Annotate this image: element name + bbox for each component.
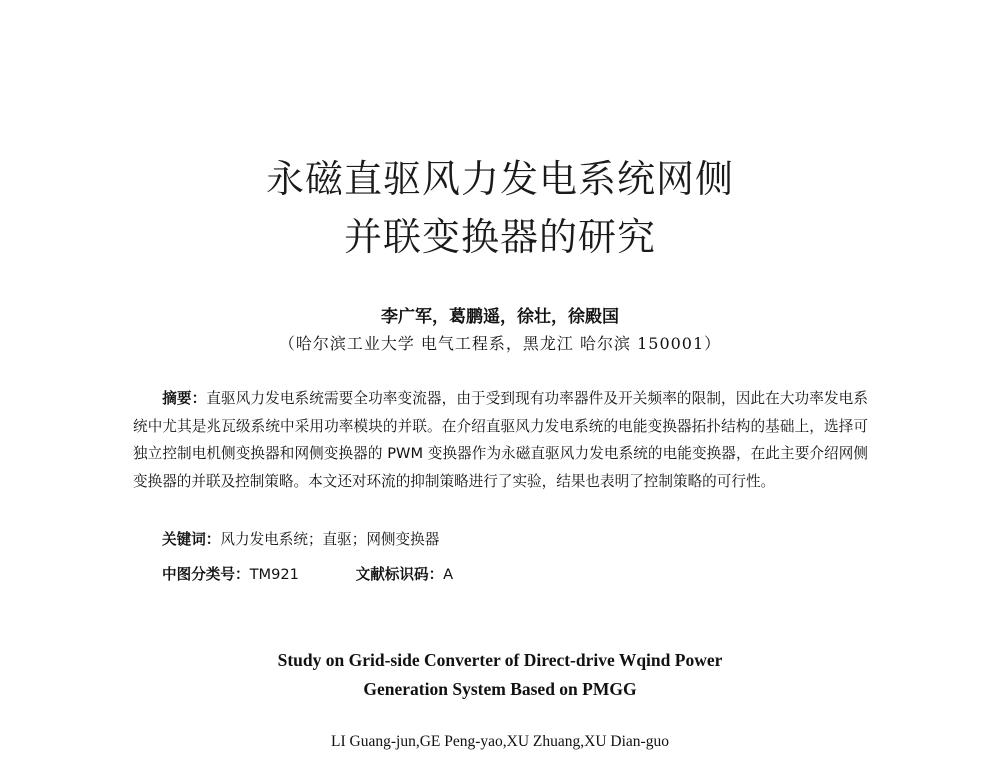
english-title-line-2: Generation System Based on PMGG — [363, 679, 637, 699]
clc-value: TM921 — [249, 566, 299, 583]
chinese-authors: 李广军，葛鹏遥，徐壮，徐殿国 — [381, 307, 619, 327]
doc-code-label: 文献标识码： — [355, 566, 444, 583]
chinese-title-line-1: 永磁直驱风力发电系统网侧 — [265, 157, 734, 201]
keywords-label: 关键词： — [162, 531, 221, 548]
clc-label: 中图分类号： — [162, 566, 250, 583]
english-title-line-1: Study on Grid-side Converter of Direct-drive Wqind Power — [277, 650, 723, 670]
doc-code-value: A — [443, 566, 454, 583]
keywords-text: 风力发电系统；直驱；网侧变换器 — [220, 531, 440, 548]
english-authors: LI Guang-jun,GE Peng-yao,XU Zhuang,XU Dian-guo — [331, 733, 669, 750]
classification-line — [162, 563, 453, 584]
chinese-affiliation: （哈尔滨工业大学 电气工程系，黑龙江 哈尔滨 150001） — [278, 334, 722, 353]
chinese-title-line-2: 并联变换器的研究 — [343, 215, 656, 259]
keywords — [162, 528, 439, 549]
abstract-text: 直驱风力发电系统需要全功率变流器，由于受到现有功率器件及开关频率的限制，因此在大功率发电系统中尤其是兆瓦级系统中采用功率模块的并联。在介绍直驱风力发电系统的电能变换器拓扑结构的基础上，选择可独立控制电机侧变换器和网侧变换器的 PWM 变换器作为永磁直驱风力发电系统的电能变换器，在此主要介绍网侧变换器的并联及控制策略。本文还对环流的抑制策略进行了实验，结果也表明了控制策略的可行性。 — [133, 390, 868, 490]
abstract — [133, 385, 868, 495]
abstract-label: 摘要： — [162, 390, 207, 407]
